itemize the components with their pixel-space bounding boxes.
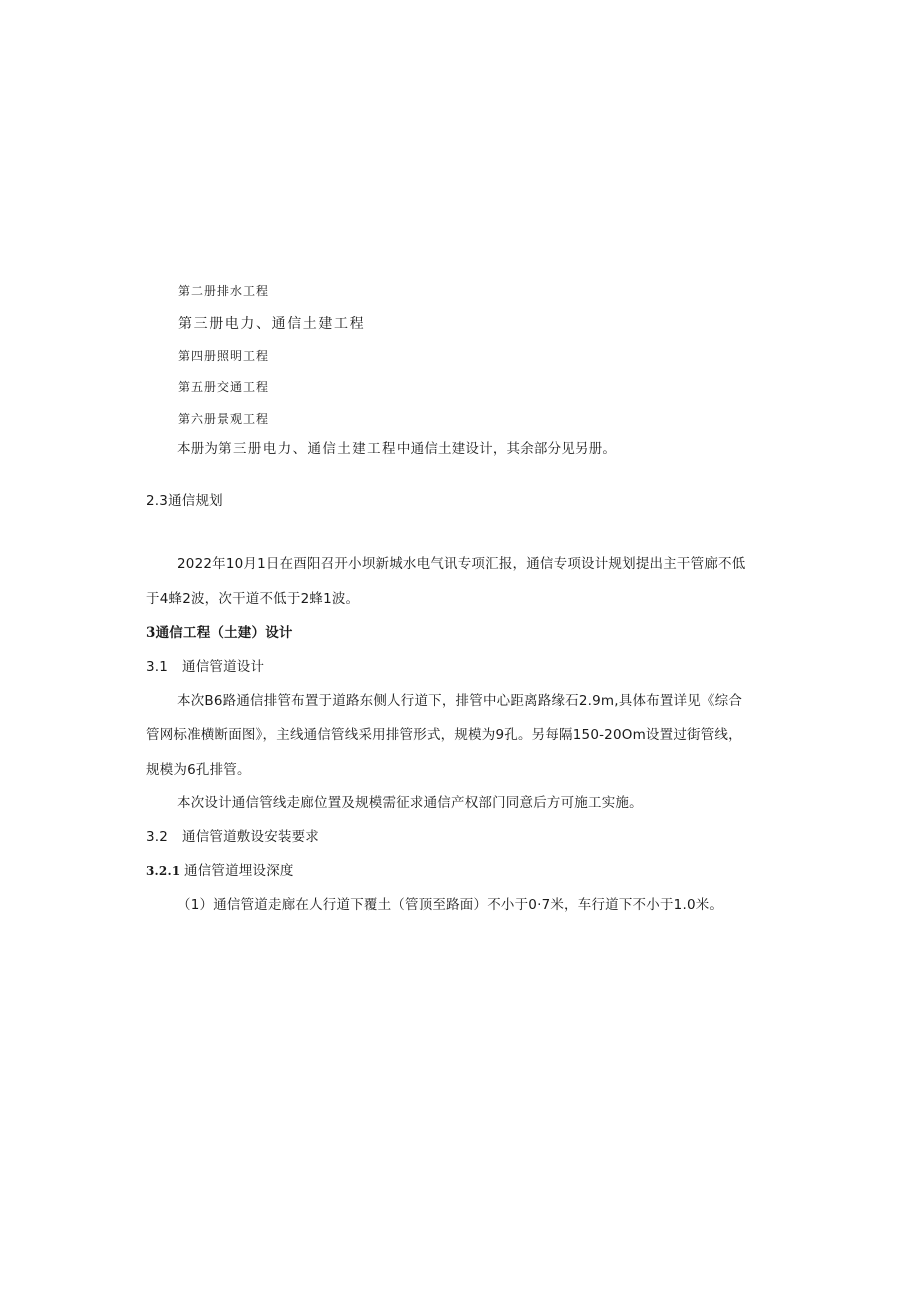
section-3-1-paragraph-line1: 本次B6路通信排管布置于道路东侧人行道下，排管中心距离路缘石2.9m,具体布置详见《综合 [177,693,743,709]
section-3-2-heading [146,831,319,845]
toc-item-traffic: 第五册交通工程 [178,380,270,394]
toc-item-landscape: 第六册景观工程 [178,412,270,426]
section-3-1-heading [146,661,264,675]
section-3-1-number: 3.1 [146,659,169,675]
section-3-2-1-title: 通信管道埋设深度 [184,863,294,879]
section-3-2-number: 3.2 [146,829,169,845]
toc-item-lighting: 第四册照明工程 [178,349,270,363]
section-3-1-title: 通信管道设计 [182,659,265,675]
section-2-3-paragraph-line2: 于4蜂2波，次干道不低于2蜂1波。 [146,591,360,607]
section-3-title-text: 3通信工程（土建）设计 [146,625,293,641]
toc-item-power-telecom: 第三册电力、通信土建工程 [178,316,366,332]
intro-text-end: 中通信土建设计，其余部分见另册。 [396,441,617,457]
intro-text-start: 本册为 [177,441,219,457]
section-3-2-1-paragraph: （1）通信管道走廊在人行道下覆土（管顶至路面）不小于0·7米，车行道下不小于1.0米。 [177,897,724,913]
section-3-2-1-heading [146,865,294,879]
section-2-3-paragraph-line1: 2022年10月1日在酉阳召开小坝新城水电气讯专项汇报，通信专项设计规划提出主干管廊不低 [177,556,746,572]
section-3-1-paragraph-2: 本次设计通信管线走廊位置及规模需征求通信产权部门同意后方可施工实施。 [177,795,643,811]
toc-item-drainage: 第二册排水工程 [178,284,270,298]
section-3-1-paragraph-line3: 规模为6孔排管。 [146,762,251,778]
intro-paragraph [177,443,616,457]
intro-volume-name: 第三册电力、通信土建工程 [218,441,397,457]
section-3-2-title: 通信管道敷设安装要求 [182,829,319,845]
section-3-2-1-number: 3.2.1 [146,864,181,878]
section-3-1-paragraph-line2: 管网标准横断面图》，主线通信管线采用排管形式，规模为9孔。另每隔150-20Om设置过街管线， [146,727,742,743]
section-2-3-title: 2.3通信规划 [146,493,223,509]
section-3-title [146,627,293,641]
